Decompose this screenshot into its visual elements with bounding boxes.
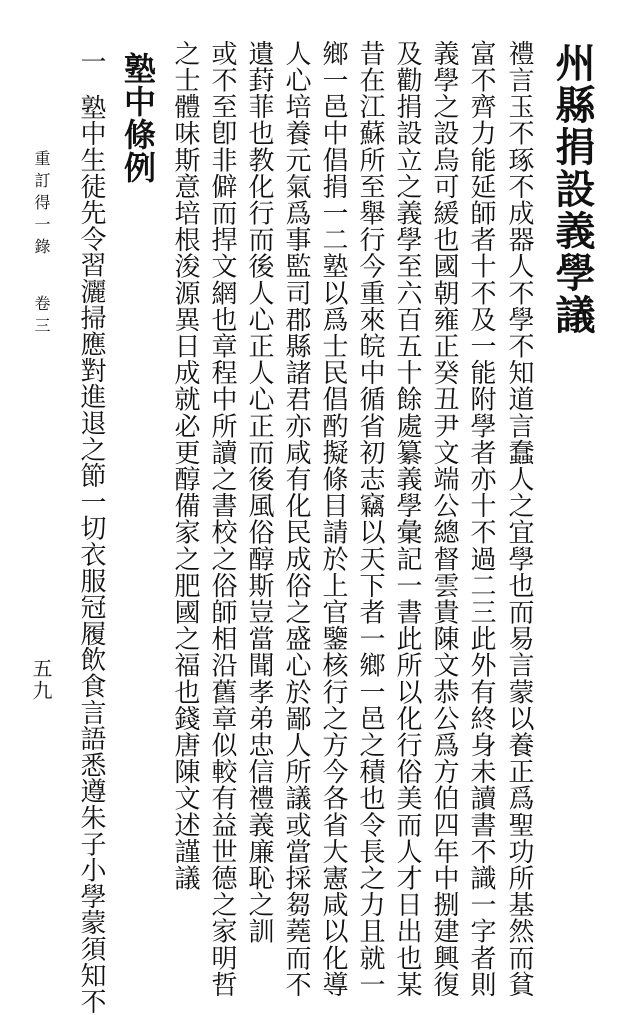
body-column-7: 人心培養元氣爲事監司郡縣諸君亦咸有化民成俗之盛心於鄙人所議或當採芻蕘而不 bbox=[281, 40, 311, 998]
body-column-2: 富不齊力能延師者十不及一能附學者亦十不過二三此外有終身未讀書不識一字者則 bbox=[466, 40, 496, 998]
document-title: 州縣捐設義學議 bbox=[549, 42, 596, 336]
body-column-4: 及勸捐設立之義學至六百五十餘處纂義學彙記一書此所以化行俗美而人才日出也某 bbox=[392, 40, 422, 998]
footer-volume: 卷三 bbox=[32, 295, 51, 339]
body-column-5: 昔在江蘇所至舉行今重來皖中循省初志竊以天下者一鄉一邑之積也令長之力且就一 bbox=[355, 40, 385, 998]
body-column-9: 或不至卽非僻而捍文網也章程中所讀之書校之俗師相沿舊章似較有益世德之家明哲 bbox=[207, 40, 237, 998]
item-marker: 一 bbox=[76, 48, 106, 75]
body-column-1: 禮言玉不琢不成器人不學不知道言蠢人之宜學也而易言蒙以養正爲聖功所基然而貧 bbox=[504, 40, 534, 998]
section-heading: 塾中條例 bbox=[119, 52, 157, 184]
body-column-3: 義學之設烏可緩也國朝雍正癸丑尹文端公總督雲貴陳文恭公爲方伯四年中捌建興復 bbox=[429, 40, 459, 998]
item-text: 塾中生徒先令習灑掃應對進退之節一切衣服冠履飲食言語悉遵朱子小學蒙須知不 bbox=[76, 94, 106, 1015]
body-column-8: 遺葑菲也教化行而後人心正人心正而後風俗醇斯豈當聞孝弟忠信禮義廉恥之訓 bbox=[244, 40, 274, 945]
body-column-10: 之士體味斯意培根浚源異日成就必更醇備家之肥國之福也錢唐陳文述謹議 bbox=[170, 40, 200, 892]
body-column-6: 鄉一邑中倡捐一二塾以爲士民倡酌擬條目請於上官鑒核行之方今各省大憲咸以化導 bbox=[318, 40, 348, 998]
footer-book-title: 重訂得一錄 bbox=[32, 150, 51, 260]
page-number: 五九 bbox=[29, 658, 53, 702]
